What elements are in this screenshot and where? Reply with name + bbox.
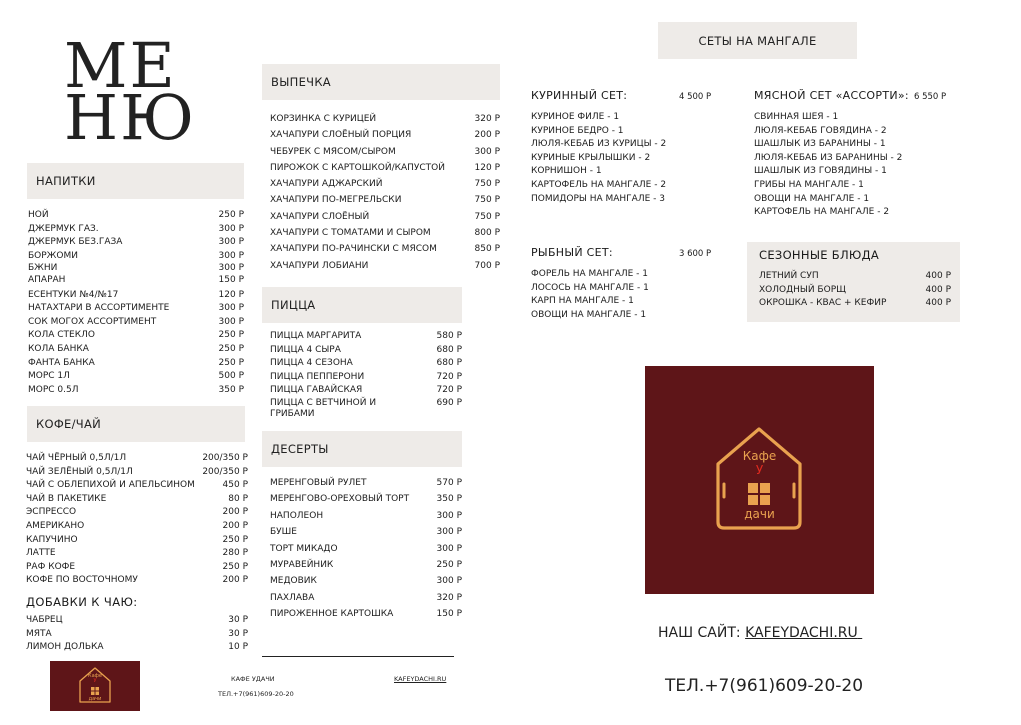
set-item: КАРТОФЕЛЬ НА МАНГАЛЕ - 2 [754, 207, 890, 218]
menu-item: КОЛА СТЕКЛО 250 Р [28, 330, 244, 341]
menu-item: ХАЧАПУРИ С ТОМАТАМИ И СЫРОМ 800 Р [270, 228, 500, 239]
site-link[interactable]: KAFEYDACHI.RU [745, 625, 858, 641]
phone-large[interactable]: ТЕЛ.+7(961)609-20-20 [665, 676, 864, 696]
footer-cafe-name: КАФЕ УДАЧИ [231, 675, 275, 683]
menu-item: НАТАХТАРИ В АССОРТИМЕНТЕ 300 Р [28, 303, 244, 314]
bakery-list [270, 111, 500, 274]
menu-item: МЕРЕНГОВЫЙ РУЛЕТ 570 Р [270, 478, 462, 488]
logo-text-cafe: Кафе [742, 449, 777, 463]
menu-item: ТОРТ МИКАДО 300 Р [270, 543, 462, 554]
tea-addons-heading: ДОБАВКИ К ЧАЮ: [26, 595, 138, 609]
menu-title-line2: НЮ [64, 81, 197, 154]
menu-item: ХАЧАПУРИ СЛОЁНЫЙ 750 Р [270, 211, 500, 222]
menu-item: ЧАЙ ЧЁРНЫЙ 0,5Л/1Л 200/350 Р [26, 453, 248, 463]
menu-item: НАПОЛЕОН 300 Р [270, 510, 462, 521]
menu-item: МЕРЕНГОВО-ОРЕХОВЫЙ ТОРТ 350 Р [270, 494, 462, 505]
menu-item: БОРЖОМИ 300 Р [28, 250, 244, 261]
menu-item: КОФЕ ПО ВОСТОЧНОМУ 200 Р [26, 575, 248, 586]
menu-item: ПАХЛАВА 320 Р [270, 592, 462, 603]
menu-item: АПАРАН 150 Р [28, 274, 244, 285]
chicken-set-price: 4 500 Р [679, 92, 712, 102]
set-item: СВИННАЯ ШЕЯ - 1 [754, 112, 839, 122]
set-item: ШАШЛЫК ИЗ БАРАНИНЫ - 1 [754, 139, 886, 150]
set-item: КУРИНЫЕ КРЫЛЫШКИ - 2 [531, 152, 651, 163]
menu-item: ЧАБРЕЦ 30 Р [26, 615, 248, 625]
set-item: ПОМИДОРЫ НА МАНГАЛЕ - 3 [531, 193, 665, 204]
menu-item: ЧАЙ ЗЕЛЁНЫЙ 0,5Л/1Л 200/350 Р [26, 466, 248, 477]
menu-item: ДЖЕРМУК ГАЗ. 300 Р [28, 223, 244, 234]
menu-item: КОЛА БАНКА 250 Р [28, 343, 244, 354]
set-item: КАРП НА МАНГАЛЕ - 1 [531, 296, 634, 307]
bakery-header [262, 64, 500, 100]
menu-item: РАФ КОФЕ 250 Р [26, 561, 248, 572]
menu-item: ПИРОЖОК С КАРТОШКОЙ/КАПУСТОЙ 120 Р [270, 162, 500, 173]
site-link-underline [858, 625, 872, 641]
menu-item: ХАЧАПУРИ АДЖАРСКИЙ 750 Р [270, 179, 500, 190]
menu-item: АМЕРИКАНО 200 Р [26, 520, 248, 531]
menu-item: МОРС 1Л 500 Р [28, 371, 244, 382]
logo-text-dachi: дачи [744, 507, 775, 521]
pizza-list [270, 330, 462, 421]
menu-item: БЖНИ 300 Р [28, 263, 244, 274]
menu-item: ХАЧАПУРИ ЛОБИАНИ 700 Р [270, 260, 500, 271]
drinks-header [27, 163, 244, 199]
menu-item: НОЙ 250 Р [28, 210, 244, 220]
footer-divider [262, 656, 454, 657]
menu-item: ЕСЕНТУКИ №4/№17 120 Р [28, 289, 244, 300]
set-item: ФОРЕЛЬ НА МАНГАЛЕ - 1 [531, 269, 649, 279]
menu-item: ПИЦЦА ПЕППЕРОНИ 720 Р [270, 371, 462, 382]
logo-small-text-cafe: Кафе [88, 673, 102, 679]
seasonal-list [759, 270, 951, 311]
menu-item: ОКРОШКА - КВАС + КЕФИР 400 Р [759, 298, 951, 309]
drinks-list [28, 209, 244, 397]
menu-item: ХАЧАПУРИ ПО-МЕГРЕЛЬСКИ 750 Р [270, 195, 500, 206]
grill-sets-header [658, 22, 857, 59]
menu-item: ХАЧАПУРИ СЛОЁНЫЙ ПОРЦИЯ 200 Р [270, 130, 500, 141]
menu-item: ПИРОЖЕННОЕ КАРТОШКА 150 Р [270, 609, 462, 620]
menu-item: ПИЦЦА МАРГАРИТА 580 Р [270, 331, 462, 341]
meat-set-price: 6 550 Р [914, 92, 947, 102]
fish-set-list [531, 268, 731, 322]
menu-item: ДЖЕРМУК БЕЗ.ГАЗА 300 Р [28, 237, 244, 248]
desserts-heading: ДЕСЕРТЫ [271, 442, 329, 456]
footer-phone: ТЕЛ.+7(961)609-20-20 [218, 690, 294, 698]
cafe-logo-small [50, 661, 140, 711]
menu-item: ПИЦЦА 4 СЕЗОНА 680 Р [270, 358, 462, 369]
logo-small-text-dachi: дачи [88, 696, 102, 702]
desserts-header [262, 431, 462, 467]
menu-item: ЧЕБУРЕК С МЯСОМ/СЫРОМ 300 Р [270, 146, 500, 157]
grill-sets-heading: СЕТЫ НА МАНГАЛЕ [698, 33, 817, 48]
menu-item: МЕДОВИК 300 Р [270, 576, 462, 587]
menu-item: ЭСПРЕССО 200 Р [26, 507, 248, 518]
set-item: ОВОЩИ НА МАНГАЛЕ - 1 [754, 193, 870, 204]
set-item: КУРИНОЕ ФИЛЕ - 1 [531, 112, 620, 122]
menu-item: ФАНТА БАНКА 250 Р [28, 357, 244, 368]
set-item: ШАШЛЫК ИЗ ГОВЯДИНЫ - 1 [754, 166, 887, 177]
set-item: КОРНИШОН - 1 [531, 166, 602, 177]
seasonal-heading: СЕЗОННЫЕ БЛЮДА [759, 248, 880, 262]
meat-set-list [754, 111, 954, 220]
menu-item: ХАЧАПУРИ ПО-РАЧИНСКИ С МЯСОМ 850 Р [270, 244, 500, 255]
menu-title-line1: МЕ [64, 29, 177, 102]
menu-item: МОРС 0.5Л 350 Р [28, 384, 244, 395]
menu-item: ХОЛОДНЫЙ БОРЩ 400 Р [759, 284, 951, 295]
menu-title [64, 29, 197, 154]
bakery-heading: ВЫПЕЧКА [271, 75, 331, 89]
menu-item: ЛАТТЕ 280 Р [26, 548, 248, 559]
menu-item: ЛИМОН ДОЛЬКА 10 Р [26, 642, 248, 653]
fish-set-title: РЫБНЫЙ СЕТ: [531, 246, 613, 259]
menu-item: СОК МОГОХ АССОРТИМЕНТ 300 Р [28, 316, 244, 327]
menu-item: ЧАЙ С ОБЛЕПИХОЙ И АПЕЛЬСИНОМ 450 Р [26, 480, 248, 491]
pizza-header [262, 287, 462, 323]
set-item: ЛЮЛЯ-КЕБАБ ИЗ БАРАНИНЫ - 2 [754, 152, 903, 163]
seasonal-panel [747, 242, 960, 322]
footer-site[interactable]: KAFEYDACHI.RU [394, 675, 447, 683]
drinks-heading: НАПИТКИ [36, 174, 96, 188]
set-item: ЛОСОСЬ НА МАНГАЛЕ - 1 [531, 282, 649, 293]
desserts-list [270, 475, 462, 623]
menu-item: КАПУЧИНО 250 Р [26, 534, 248, 545]
menu-item: БУШЕ 300 Р [270, 527, 462, 538]
site-line [658, 625, 872, 641]
site-label: НАШ САЙТ: [658, 625, 741, 641]
menu-item: КОРЗИНКА С КУРИЦЕЙ 320 Р [270, 114, 500, 124]
menu-item: ПИЦЦА 4 СЫРА 680 Р [270, 344, 462, 355]
house-logo-small-icon [50, 661, 140, 711]
set-item: КУРИНОЕ БЕДРО - 1 [531, 125, 624, 136]
chicken-set-list [531, 111, 731, 206]
chicken-set-title: КУРИННЫЙ СЕТ: [531, 89, 628, 102]
set-item: ЛЮЛЯ-КЕБАБ ИЗ КУРИЦЫ - 2 [531, 139, 667, 150]
set-item: КАРТОФЕЛЬ НА МАНГАЛЕ - 2 [531, 179, 667, 190]
logo-small-text-u: У [93, 678, 97, 684]
coffee-list [26, 452, 248, 588]
meat-set-title: МЯСНОЙ СЕТ «АССОРТИ»: [754, 89, 909, 102]
menu-item: ЧАЙ В ПАКЕТИКЕ 80 Р [26, 493, 248, 504]
menu-item: ЛЕТНИЙ СУП 400 Р [759, 271, 951, 281]
menu-item: ПИЦЦА С ВЕТЧИНОЙ И ГРИБАМИ 690 Р [270, 397, 462, 420]
fish-set-price: 3 600 Р [679, 249, 712, 259]
logo-text-u: У [755, 463, 764, 477]
set-item: ГРИБЫ НА МАНГАЛЕ - 1 [754, 179, 864, 190]
set-item: ЛЮЛЯ-КЕБАБ ГОВЯДИНА - 2 [754, 125, 887, 136]
menu-item: МЯТА 30 Р [26, 628, 248, 639]
coffee-header [27, 406, 245, 442]
pizza-heading: ПИЦЦА [271, 298, 316, 312]
house-logo-icon [645, 366, 874, 594]
coffee-heading: КОФЕ/ЧАЙ [36, 417, 102, 431]
set-item: ОВОЩИ НА МАНГАЛЕ - 1 [531, 309, 647, 320]
tea-addons-list [26, 614, 248, 655]
menu-item: ПИЦЦА ГАВАЙСКАЯ 720 Р [270, 385, 462, 396]
menu-item: МУРАВЕЙНИК 250 Р [270, 560, 462, 571]
cafe-logo-large [645, 366, 874, 594]
